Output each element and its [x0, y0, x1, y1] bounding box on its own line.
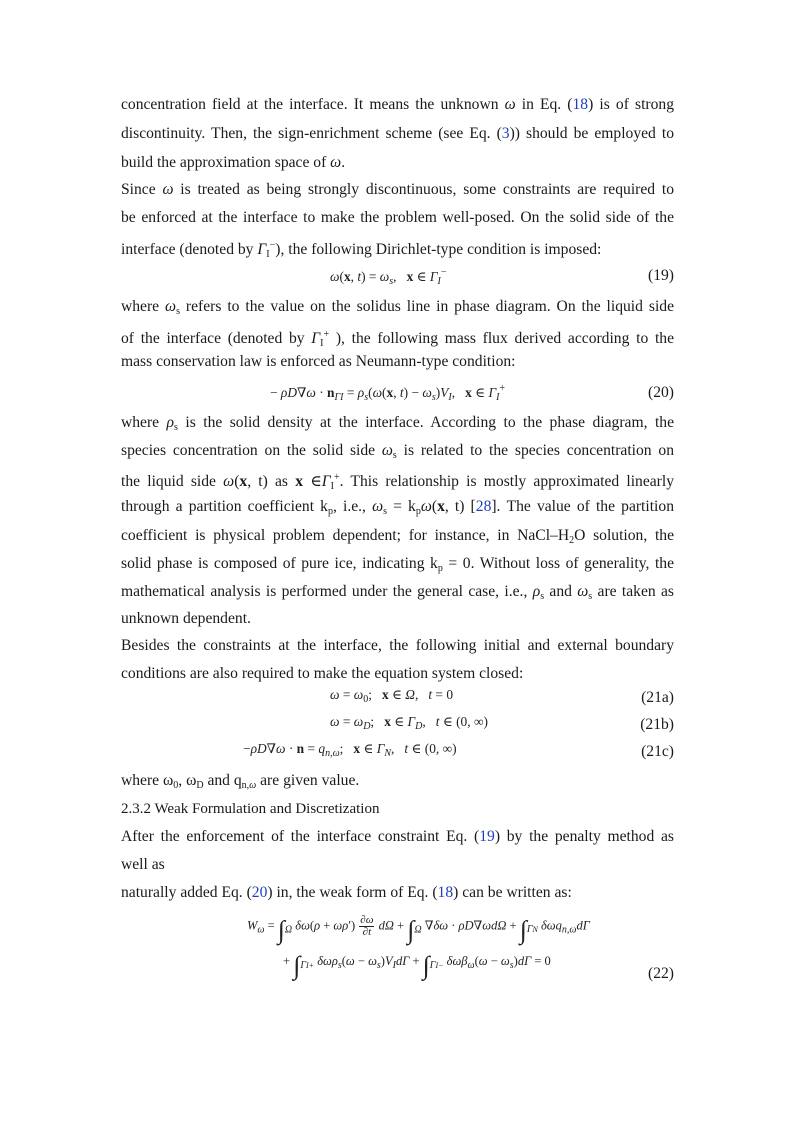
paragraph-line: of the interface (denoted by $\Gamma_I^+$ ), the following mass flux derived according to the — [121, 329, 674, 349]
paragraph-line: mathematical analysis is performed under the general case, i.e., $\rho_s$ and $\omega_s$ are taken as — [121, 583, 674, 602]
equation-21b: $\omega = \omega_D$; x ∈ $\Gamma_D$, t ∈ (0, ∞) — [330, 714, 488, 732]
equation-number: (19) — [648, 267, 674, 284]
paragraph-line: well as — [121, 856, 165, 873]
paragraph-line: solid phase is composed of pure ice, indicating $k_p = 0$. Without loss of generality, the — [121, 555, 674, 574]
equation-number: (21b) — [640, 716, 674, 733]
equation-reference-link[interactable]: 3 — [501, 125, 510, 142]
paragraph-line: naturally added Eq. (20) in, the weak form of Eq. (18) can be written as: — [121, 884, 572, 901]
paragraph-line: where $\omega_0$, $\omega_D$ and $q_{n,\omega}$ are given value. — [121, 772, 360, 791]
equation-20: − $\rho D\nabla\omega \cdot n_{\Gamma I} = \rho_s(\omega(x$, $t) - \omega_s)V_I$, x ∈ $\Gamma_I^+$ — [270, 383, 506, 403]
equation-number: (21c) — [641, 743, 674, 760]
paragraph-line: unknown dependent. — [121, 610, 251, 627]
equation-22-line-2: + $\int_{\Gamma I+}$ $\delta\omega\rho_s(\omega - \omega_s)V_Id\Gamma + \int_{\Gamma I-}$ $\delta\omega\beta_\omega(\omega - \omega_s)d\Gamma = 0$ — [283, 951, 551, 980]
paragraph-line: mass conservation law is enforced as Neumann-type condition: — [121, 353, 516, 370]
paragraph-line: be enforced at the interface to make the problem well-posed. On the solid side of the — [121, 209, 674, 226]
paragraph-line: concentration field at the interface. It means the unknown ω in Eq. (18) is of strong — [121, 96, 674, 113]
equation-reference-link[interactable]: 18 — [437, 884, 454, 901]
citation-link[interactable]: 28 — [475, 498, 492, 515]
equation-21c: $-\rho D\nabla\omega \cdot n = q_{n,\omega}$; x ∈ $\Gamma_N$, t ∈ (0, ∞) — [243, 741, 457, 759]
equation-reference-link[interactable]: 18 — [572, 96, 589, 113]
equation-22-line-1: $W_\omega = \int_\Omega$ δω(ρ + ωρ′) $\frac{\partial\omega}{\partial t}$ $d\Omega + \int_\Omega$ $\nabla\delta\omega \cdot \rho D\nabla\omega d\Omega + \int_{\Gamma N}$ δωq$_{n,\omega}$dΓ — [247, 914, 590, 945]
paragraph-line: where $\omega_s$ refers to the value on the solidus line in phase diagram. On the liquid side — [121, 298, 675, 317]
equation-reference-link[interactable]: 19 — [479, 828, 495, 845]
equation-number: (22) — [648, 965, 674, 982]
section-heading: 2.3.2 Weak Formulation and Discretization — [121, 801, 380, 817]
equation-21a: $\omega = \omega_0$; x ∈ Ω, t = 0 — [330, 687, 454, 705]
equation-number: (20) — [648, 384, 674, 401]
paragraph-line: build the approximation space of ω. — [121, 154, 346, 171]
paragraph-line: After the enforcement of the interface constraint Eq. (19) by the penalty method as — [121, 828, 674, 845]
paragraph-line: through a partition coefficient $k_p$, i.e., $\omega_s = k_p\omega(x$, t) [28]. The value of the partition — [121, 498, 674, 517]
paragraph-line: conditions are also required to make the equation system closed: — [121, 665, 524, 682]
equation-reference-link[interactable]: 20 — [251, 884, 268, 901]
paragraph-line: coefficient is physical problem dependent; for instance, in NaCl–$H_2O$ solution, the — [121, 527, 674, 546]
paragraph-line: where $\rho_s$ is the solid density at the interface. According to the phase diagram, the — [121, 414, 674, 433]
paragraph-line: Besides the constraints at the interface, the following initial and external boundary — [121, 637, 674, 654]
paragraph-line: the liquid side ω(x, t) as x $\in\Gamma_I^+$. This relationship is mostly approximated linearly — [121, 472, 674, 492]
equation-19: ω(x, $t) = \omega_s$, x ∈ $\Gamma_I^-$ — [330, 267, 447, 287]
equation-number: (21a) — [641, 689, 674, 706]
paragraph-line: species concentration on the solid side $\omega_s$ is related to the species concentration on — [121, 442, 674, 461]
paragraph-line: discontinuity. Then, the sign-enrichment scheme (see Eq. (3)) should be employed to — [121, 125, 674, 142]
paragraph-line: interface (denoted by $\Gamma_I^-$), the following Dirichlet-type condition is imposed: — [121, 240, 602, 260]
paragraph-line: Since ω is treated as being strongly discontinuous, some constraints are required to — [121, 181, 674, 198]
